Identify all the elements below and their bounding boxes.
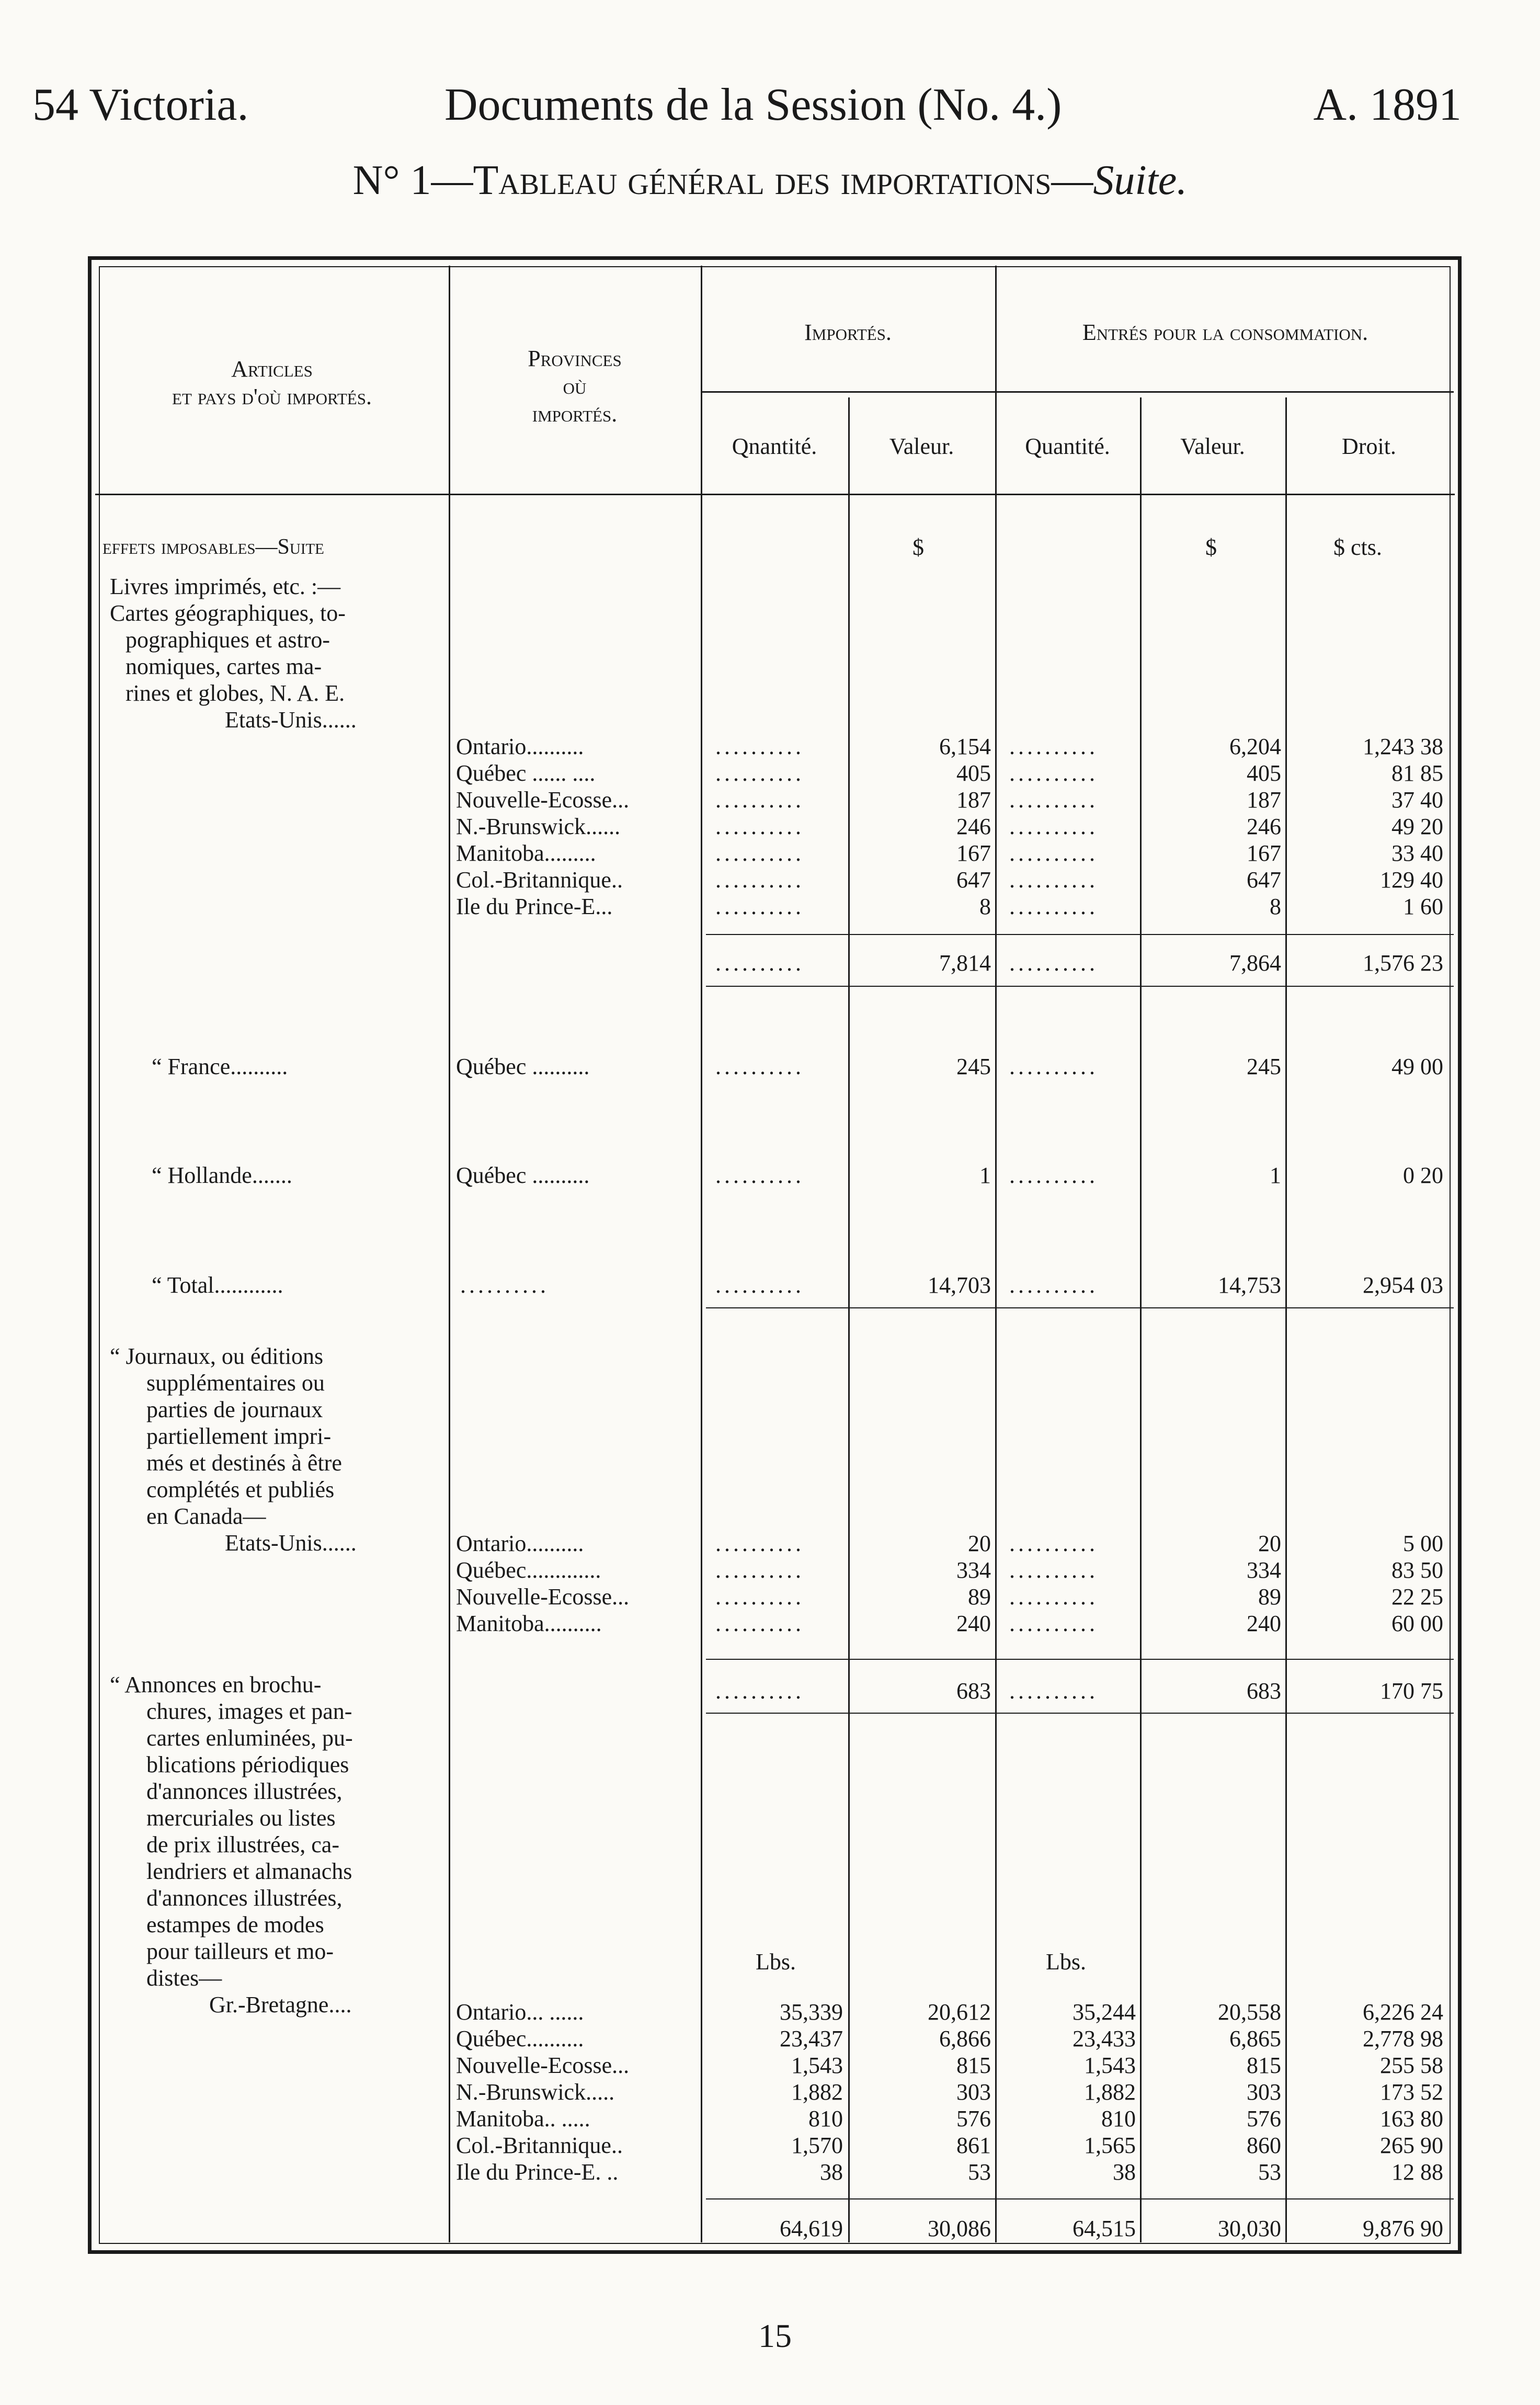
- duty-amount: 12 88: [1391, 2159, 1443, 2185]
- subtotal-rule: [706, 1659, 1454, 1660]
- block3-desc-line: d'annonces illustrées,: [146, 1779, 343, 1804]
- grand-consumption-value: 30,030: [1218, 2216, 1281, 2241]
- duty-amount: 255 58: [1380, 2053, 1443, 2078]
- import-value: 303: [956, 2079, 991, 2105]
- block3-desc-line: “ Annonces en brochu-: [110, 1672, 322, 1697]
- col-header-provinces-line1: Provinces: [528, 346, 622, 371]
- consumption-value: 240: [1247, 1611, 1281, 1636]
- quantity-placeholder: ..........: [715, 760, 804, 786]
- block3-desc-line: Gr.-Bretagne....: [209, 1992, 352, 2018]
- header-year: A. 1891: [1313, 79, 1462, 130]
- consumption-value: 647: [1247, 867, 1281, 893]
- hollande-label: “ Hollande.......: [152, 1162, 292, 1188]
- col-header-articles-line2: et pays d'où importés.: [172, 383, 372, 409]
- consumption-quantity: 1,882: [1084, 2079, 1136, 2105]
- quantity-placeholder: ..........: [715, 1272, 804, 1298]
- subtotal-rule: [706, 934, 1454, 935]
- quantity-placeholder: ..........: [715, 950, 804, 976]
- col-header-droit: Droit.: [1342, 434, 1396, 459]
- import-value: 1: [979, 1162, 991, 1188]
- province-name: Manitoba.. .....: [456, 2106, 590, 2132]
- block3-desc-line: blications périodiques: [146, 1752, 349, 1777]
- quantity-placeholder: ..........: [1009, 1557, 1098, 1583]
- import-value: 187: [956, 787, 991, 813]
- block1-desc-line: Etats-Unis......: [225, 707, 357, 733]
- province-name: Québec ..........: [456, 1054, 590, 1079]
- quantity-placeholder: ..........: [715, 894, 804, 919]
- duty-amount: 33 40: [1391, 840, 1443, 866]
- duty-amount: 60 00: [1391, 1611, 1443, 1636]
- quantity-placeholder: ..........: [715, 1557, 804, 1583]
- col-header-provinces-line2: où: [563, 373, 587, 399]
- section-label: [102, 536, 324, 558]
- col-rule-5: [1140, 397, 1142, 2242]
- import-value: 405: [956, 760, 991, 786]
- duty-amount: 81 85: [1391, 760, 1443, 786]
- consumption-value: 6,865: [1229, 2026, 1281, 2051]
- quantity-placeholder: ..........: [715, 734, 804, 759]
- import-value: 6,154: [939, 734, 991, 759]
- province-name: Nouvelle-Ecosse...: [456, 2053, 630, 2078]
- import-value: 53: [968, 2159, 991, 2185]
- block1-desc-line: Cartes géographiques, to-: [110, 600, 346, 626]
- duty-amount: 49 00: [1391, 1054, 1443, 1079]
- subtotal-rule: [706, 2198, 1454, 2199]
- consumption-value: 860: [1247, 2133, 1281, 2158]
- total-duty: 2,954 03: [1363, 1272, 1443, 1298]
- quantity-placeholder: ..........: [715, 1531, 804, 1556]
- col-rule-4: [995, 266, 997, 2242]
- import-value: 20,612: [928, 1999, 991, 2025]
- consumption-quantity: 1,543: [1084, 2053, 1136, 2078]
- france-label: “ France..........: [152, 1054, 288, 1079]
- header-bottom-rule: [95, 494, 1455, 495]
- col-header-valeur-2: Valeur.: [1180, 434, 1245, 459]
- quantity-placeholder: ..........: [1009, 1054, 1098, 1079]
- province-name: Col.-Britannique..: [456, 2133, 623, 2158]
- quantity-placeholder: ..........: [1009, 867, 1098, 893]
- subtotal-import-value: 7,814: [939, 950, 991, 976]
- col-header-entres: Entrés pour la consommation.: [1082, 320, 1368, 345]
- total-import-value: 14,703: [928, 1272, 991, 1298]
- consumption-quantity: 1,565: [1084, 2133, 1136, 2158]
- block2-desc-line: parties de journaux: [146, 1397, 323, 1422]
- duty-amount: 1 60: [1403, 894, 1443, 919]
- import-value: 246: [956, 814, 991, 839]
- quantity-placeholder: ..........: [1009, 1584, 1098, 1610]
- duty-amount: 6,226 24: [1363, 1999, 1443, 2025]
- block3-desc-line: distes—: [146, 1965, 222, 1991]
- consumption-value: 20: [1258, 1531, 1281, 1556]
- province-name: Québec..........: [456, 2026, 584, 2051]
- quantity-placeholder: ..........: [1009, 1611, 1098, 1636]
- quantity-placeholder: ..........: [1009, 894, 1098, 919]
- block3-desc-line: d'annonces illustrées,: [146, 1885, 343, 1911]
- quantity-placeholder: ..........: [715, 1162, 804, 1188]
- province-name: N.-Brunswick......: [456, 814, 621, 839]
- quantity-placeholder: ..........: [1009, 734, 1098, 759]
- province-name: Ontario..........: [456, 734, 584, 759]
- page-number: 15: [758, 2317, 792, 2354]
- col-header-quantite-1: Qnantité.: [732, 434, 817, 459]
- quantity-placeholder: ..........: [715, 814, 804, 839]
- duty-amount: 83 50: [1391, 1557, 1443, 1583]
- duty-amount: 265 90: [1380, 2133, 1443, 2158]
- duty-amount: 163 80: [1380, 2106, 1443, 2132]
- table-title-suffix: Suite.: [1093, 157, 1188, 203]
- unit-dollar-cts: $ cts.: [1333, 534, 1382, 560]
- header-group-rule: [701, 391, 1454, 393]
- header-document-title: Documents de la Session (No. 4.): [444, 79, 1062, 130]
- unit-lbs-1: Lbs.: [756, 1949, 796, 1975]
- consumption-value: 53: [1258, 2159, 1281, 2185]
- col-header-provinces: [449, 345, 701, 428]
- block2-desc-line: en Canada—: [146, 1503, 266, 1529]
- grand-consumption-quantity: 64,515: [1073, 2216, 1136, 2241]
- import-value: 647: [956, 867, 991, 893]
- consumption-value: 246: [1247, 814, 1281, 839]
- quantity-placeholder: ..........: [715, 1054, 804, 1079]
- consumption-value: 187: [1247, 787, 1281, 813]
- block2-desc-line: complétés et publiés: [146, 1477, 335, 1502]
- col-header-articles-line1: Articles: [231, 356, 313, 382]
- consumption-value: 303: [1247, 2079, 1281, 2105]
- consumption-value: 576: [1247, 2106, 1281, 2132]
- quantity-placeholder: ..........: [1009, 950, 1098, 976]
- quantity-placeholder: ..........: [715, 1678, 804, 1704]
- total-label: “ Total............: [152, 1272, 283, 1298]
- import-value: 576: [956, 2106, 991, 2132]
- import-quantity: 35,339: [780, 1999, 843, 2025]
- import-value: 8: [979, 894, 991, 919]
- consumption-quantity: 810: [1101, 2106, 1136, 2132]
- quantity-placeholder: ..........: [715, 840, 804, 866]
- col-rule-6: [1285, 397, 1287, 2242]
- quantity-placeholder: ..........: [715, 787, 804, 813]
- consumption-value: 167: [1247, 840, 1281, 866]
- col-header-valeur-1: Valeur.: [889, 434, 954, 459]
- province-name: Québec ...... ....: [456, 760, 596, 786]
- import-value: 6,866: [939, 2026, 991, 2051]
- col-rule-2: [701, 266, 702, 2242]
- import-value: 861: [956, 2133, 991, 2158]
- block3-desc-line: mercuriales ou listes: [146, 1805, 336, 1831]
- block3-desc-line: cartes enluminées, pu-: [146, 1725, 353, 1751]
- consumption-value: 334: [1247, 1557, 1281, 1583]
- block3-desc-line: de prix illustrées, ca-: [146, 1832, 339, 1857]
- import-quantity: 1,570: [791, 2133, 843, 2158]
- subtotal-consumption-value: 683: [1247, 1678, 1281, 1704]
- province-name: Manitoba..........: [456, 1611, 602, 1636]
- quantity-placeholder: ..........: [1009, 760, 1098, 786]
- duty-amount: 22 25: [1391, 1584, 1443, 1610]
- import-value: 20: [968, 1531, 991, 1556]
- quantity-placeholder: ..........: [715, 867, 804, 893]
- table-title-number: N° 1—: [352, 157, 473, 203]
- grand-import-quantity: 64,619: [780, 2216, 843, 2241]
- total-rule: [706, 1307, 1454, 1308]
- col-header-quantite-2: Quantité.: [1025, 434, 1110, 459]
- subtotal-consumption-value: 7,864: [1229, 950, 1281, 976]
- block1-desc-line: Livres imprimés, etc. :—: [110, 574, 341, 599]
- quantity-placeholder: ..........: [1009, 1272, 1098, 1298]
- grand-duty: 9,876 90: [1363, 2216, 1443, 2241]
- subtotal-duty: 1,576 23: [1363, 950, 1443, 976]
- province-name: Québec.............: [456, 1557, 601, 1583]
- import-quantity: 1,882: [791, 2079, 843, 2105]
- consumption-value: 8: [1270, 894, 1281, 919]
- unit-dollar-2: $: [1205, 534, 1217, 560]
- province-placeholder: ..........: [460, 1272, 549, 1298]
- block3-desc-line: pour tailleurs et mo-: [146, 1939, 334, 1964]
- import-quantity: 1,543: [791, 2053, 843, 2078]
- consumption-value: 6,204: [1229, 734, 1281, 759]
- quantity-placeholder: ..........: [1009, 814, 1098, 839]
- subtotal-rule: [706, 1713, 1454, 1714]
- block1-desc-line: pographiques et astro-: [126, 627, 330, 653]
- quantity-placeholder: ..........: [1009, 840, 1098, 866]
- subtotal-import-value: 683: [956, 1678, 991, 1704]
- table-title: [0, 157, 1540, 204]
- block2-desc-line: partiellement impri-: [146, 1423, 332, 1449]
- duty-amount: 0 20: [1403, 1162, 1443, 1188]
- col-rule-3: [848, 397, 850, 2242]
- import-value: 167: [956, 840, 991, 866]
- quantity-placeholder: ..........: [1009, 1531, 1098, 1556]
- province-name: Col.-Britannique..: [456, 867, 623, 893]
- duty-amount: 1,243 38: [1363, 734, 1443, 759]
- block2-desc-line: més et destinés à être: [146, 1450, 342, 1476]
- consumption-quantity: 23,433: [1073, 2026, 1136, 2051]
- duty-amount: 49 20: [1391, 814, 1443, 839]
- unit-lbs-2: Lbs.: [1046, 1949, 1086, 1975]
- block3-desc-line: lendriers et almanachs: [146, 1859, 352, 1884]
- block3-desc-line: estampes de modes: [146, 1912, 324, 1937]
- province-name: N.-Brunswick.....: [456, 2079, 615, 2105]
- duty-amount: 173 52: [1380, 2079, 1443, 2105]
- import-quantity: 38: [820, 2159, 843, 2185]
- province-name: Nouvelle-Ecosse...: [456, 787, 630, 813]
- consumption-value: 89: [1258, 1584, 1281, 1610]
- duty-amount: 2,778 98: [1363, 2026, 1443, 2051]
- col-header-provinces-line3: importés.: [532, 401, 618, 427]
- unit-dollar-1: $: [912, 534, 924, 560]
- quantity-placeholder: ..........: [1009, 1162, 1098, 1188]
- province-name: Manitoba.........: [456, 840, 596, 866]
- duty-amount: 37 40: [1391, 787, 1443, 813]
- province-name: Ontario..........: [456, 1531, 584, 1556]
- import-value: 245: [956, 1054, 991, 1079]
- block2-desc-line: Etats-Unis......: [225, 1530, 357, 1556]
- total-consumption-value: 14,753: [1218, 1272, 1281, 1298]
- duty-amount: 129 40: [1380, 867, 1443, 893]
- quantity-placeholder: ..........: [715, 1584, 804, 1610]
- consumption-value: 1: [1270, 1162, 1281, 1188]
- block1-desc-line: nomiques, cartes ma-: [126, 654, 322, 679]
- consumption-quantity: 35,244: [1073, 1999, 1136, 2025]
- consumption-value: 245: [1247, 1054, 1281, 1079]
- duty-amount: 5 00: [1403, 1531, 1443, 1556]
- quantity-placeholder: ..........: [715, 1611, 804, 1636]
- header-volume: 54 Victoria.: [32, 79, 249, 130]
- province-name: Ontario... ......: [456, 1999, 584, 2025]
- import-value: 89: [968, 1584, 991, 1610]
- import-quantity: 810: [808, 2106, 843, 2132]
- consumption-quantity: 38: [1113, 2159, 1136, 2185]
- subtotal-rule: [706, 986, 1454, 987]
- import-value: 815: [956, 2053, 991, 2078]
- province-name: Ile du Prince-E...: [456, 894, 613, 919]
- import-quantity: 23,437: [780, 2026, 843, 2051]
- subtotal-duty: 170 75: [1380, 1678, 1443, 1704]
- import-value: 240: [956, 1611, 991, 1636]
- province-name: Ile du Prince-E. ..: [456, 2159, 619, 2185]
- consumption-value: 20,558: [1218, 1999, 1281, 2025]
- quantity-placeholder: ..........: [1009, 787, 1098, 813]
- col-rule-1: [449, 266, 450, 2242]
- col-header-articles: [95, 356, 449, 411]
- province-name: Québec ..........: [456, 1162, 590, 1188]
- section-label-text: effets imposables—Suite: [102, 535, 324, 559]
- grand-import-value: 30,086: [928, 2216, 991, 2241]
- consumption-value: 815: [1247, 2053, 1281, 2078]
- col-header-importes: Importés.: [804, 320, 892, 345]
- consumption-value: 405: [1247, 760, 1281, 786]
- import-value: 334: [956, 1557, 991, 1583]
- block1-desc-line: rines et globes, N. A. E.: [126, 680, 345, 706]
- block3-desc-line: chures, images et pan-: [146, 1699, 352, 1724]
- table-title-main: Tableau général des importations—: [473, 157, 1093, 203]
- quantity-placeholder: ..........: [1009, 1678, 1098, 1704]
- block2-desc-line: “ Journaux, ou éditions: [110, 1343, 324, 1369]
- province-name: Nouvelle-Ecosse...: [456, 1584, 630, 1610]
- block2-desc-line: supplémentaires ou: [146, 1370, 325, 1396]
